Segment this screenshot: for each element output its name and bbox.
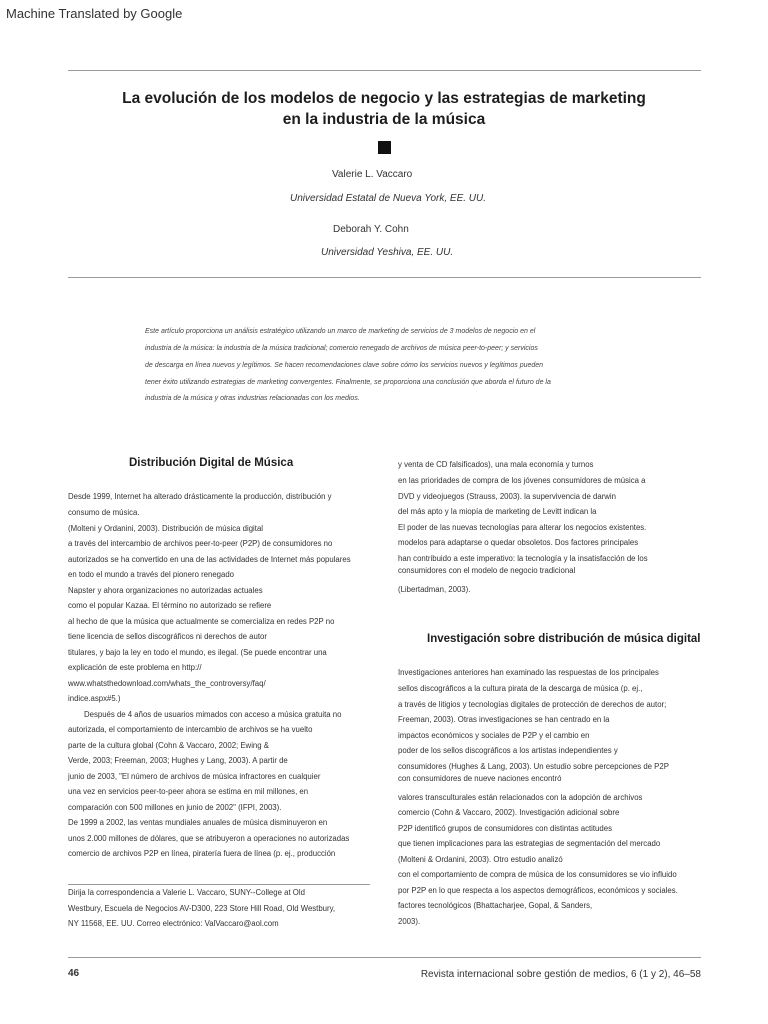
text-line: valores transculturales están relacionados con la adopción de archivos xyxy=(398,793,643,802)
author-name-1: Valerie L. Vaccaro xyxy=(332,169,413,180)
text-line: al hecho de que la música que actualmente se comercializa en redes P2P no xyxy=(68,617,335,626)
abstract-line: industria de la música y otras industrias relacionadas con los medios. xyxy=(145,395,360,402)
text-line: modelos para adaptarse o quedar obsoletos. Dos factores principales xyxy=(398,538,639,547)
author-name-2: Deborah Y. Cohn xyxy=(333,224,409,235)
text-line: De 1999 a 2002, las ventas mundiales anuales de música disminuyeron en xyxy=(68,818,328,827)
title-line-2: en la industria de la música xyxy=(282,111,486,128)
text-line: han contribuido a este imperativo: la tecnología y la insatisfacción de los xyxy=(398,554,648,563)
text-line: consumidores (Hughes & Lang, 2003). Un estudio sobre percepciones de P2P xyxy=(398,762,669,771)
abstract-line: de descarga en línea nuevos y legítimos. Se hacen recomendaciones clave sobre cómo los servicios nuevos y legítimos pueden xyxy=(145,362,544,369)
text-line: en todo el mundo a través del pionero renegado xyxy=(68,570,235,579)
text-line: (Molteni y Ordanini, 2003). Distribución de música digital xyxy=(68,524,264,533)
text-line: parte de la cultura global (Cohn & Vaccaro, 2002; Ewing & xyxy=(68,741,269,750)
abstract-line: tener éxito utilizando estrategias de marketing convergentes. Finalmente, se proporciona una conclusión que aborda el futuro de la xyxy=(145,379,551,386)
abstract-line: Este artículo proporciona un análisis estratégico utilizando un marco de marketing de servicios de 3 modelos de negocio en el xyxy=(145,328,536,335)
text-line: consumo de música. xyxy=(68,508,140,517)
text-line: como el popular Kazaa. El término no autorizado se refiere xyxy=(68,601,272,610)
text-line: poder de los sellos discográficos a los artistas independientes y xyxy=(398,746,618,755)
text-line: DVD y videojuegos (Strauss, 2003). la supervivencia de darwin xyxy=(398,492,616,501)
author-affiliation-1: Universidad Estatal de Nueva York, EE. UU. xyxy=(290,193,487,204)
article-title xyxy=(100,88,668,130)
text-line: a través de litigios y tecnologías digitales de protección de derechos de autor; xyxy=(398,700,667,709)
text-line: comercio de archivos P2P en línea, piratería fuera de línea (p. ej., producción xyxy=(68,849,336,858)
text-line: sellos discográficos a la cultura pirata de la descarga de música (p. ej., xyxy=(398,684,643,693)
section-heading-left: Distribución Digital de Música xyxy=(129,457,294,469)
text-line: Napster y ahora organizaciones no autorizadas actuales xyxy=(68,586,263,595)
text-line: comercio (Cohn & Vaccaro, 2002). Investigación adicional sobre xyxy=(398,808,620,817)
text-line: Verde, 2003; Freeman, 2003; Hughes y Lang, 2003). A partir de xyxy=(68,756,288,765)
text-line: Después de 4 años de usuarios mimados con acceso a música gratuita no xyxy=(84,710,342,719)
text-line: que tienen implicaciones para las estrategias de segmentación del mercado xyxy=(398,839,661,848)
text-line: tiene licencia de sellos discográficos ni derechos de autor xyxy=(68,632,267,641)
text-line: a través del intercambio de archivos peer-to-peer (P2P) de consumidores no xyxy=(68,539,333,548)
text-line: unos 2.000 millones de dólares, que se atribuyeron a operaciones no autorizadas xyxy=(68,834,350,843)
text-line: Investigaciones anteriores han examinado las respuestas de los principales xyxy=(398,668,659,677)
text-line: Desde 1999, Internet ha alterado drásticamente la producción, distribución y xyxy=(68,492,332,501)
text-line: junio de 2003, "El número de archivos de música infractores en cualquier xyxy=(68,772,321,781)
title-line-1: La evolución de los modelos de negocio y las estrategias de marketing xyxy=(122,90,646,107)
footnote-line: Westbury, Escuela de Negocios AV-D300, 223 Store Hill Road, Old Westbury, xyxy=(68,904,336,913)
text-line: del más apto y la miopía de marketing de Levitt indican la xyxy=(398,507,597,516)
text-line: por P2P en lo que respecta a los aspectos demográficos, económicos y sociales. xyxy=(398,886,678,895)
journal-citation: Revista internacional sobre gestión de medios, 6 (1 y 2), 46–58 xyxy=(420,969,701,980)
footer-rule xyxy=(68,957,701,958)
footnote-line: NY 11568, EE. UU. Correo electrónico: ValVaccaro@aol.com xyxy=(68,919,279,928)
text-line: 2003). xyxy=(398,917,421,926)
text-line: comparación con 500 millones en junio de 2002" (IFPI, 2003). xyxy=(68,803,282,812)
text-line: (Libertadman, 2003). xyxy=(398,585,471,594)
text-line: Freeman, 2003). Otras investigaciones se han centrado en la xyxy=(398,715,610,724)
machine-translation-banner: Machine Translated by Google xyxy=(6,6,183,21)
text-line: (Molteni & Ordanini, 2003). Otro estudio analizó xyxy=(398,855,563,864)
text-line: explicación de este problema en http:// xyxy=(68,663,202,672)
text-line: autorizada, el comportamiento de intercambio de archivos se ha vuelto xyxy=(68,725,313,734)
text-line: con consumidores de nueve naciones encontró xyxy=(398,774,562,783)
text-line: en las prioridades de compra de los jóvenes consumidores de música a xyxy=(398,476,646,485)
text-line: con el comportamiento de compra de música de los consumidores se vio influido xyxy=(398,870,677,879)
top-rule xyxy=(68,70,701,71)
text-line: www.whatsthedownload.com/whats_the_controversy/faq/ xyxy=(68,679,266,688)
text-line: consumidores con el modelo de negocio tradicional xyxy=(398,566,576,575)
title-ornament xyxy=(378,141,391,154)
text-line: titulares, y bajo la ley en todo el mundo, es ilegal. (Se puede encontrar una xyxy=(68,648,327,657)
text-line: impactos económicos y sociales de P2P y el cambio en xyxy=(398,731,590,740)
text-line: P2P identificó grupos de consumidores con distintas actitudes xyxy=(398,824,612,833)
header-rule xyxy=(68,277,701,278)
page-number: 46 xyxy=(68,968,80,979)
footnote-line: Dirija la correspondencia a Valerie L. Vaccaro, SUNY--College at Old xyxy=(68,888,305,897)
text-line: autorizados se ha convertido en una de las actividades de Internet más populares xyxy=(68,555,351,564)
text-line: factores tecnológicos (Bhattacharjee, Gopal, & Sanders, xyxy=(398,901,593,910)
text-line: una vez en servicios peer-to-peer ahora se estima en mil millones, en xyxy=(68,787,309,796)
text-line: El poder de las nuevas tecnologías para alterar los negocios existentes. xyxy=(398,523,647,532)
section-heading-right: Investigación sobre distribución de música digital xyxy=(427,633,701,645)
text-line: y venta de CD falsificados), una mala economía y turnos xyxy=(398,460,594,469)
text-line: indice.aspx#5.) xyxy=(68,694,121,703)
author-affiliation-2: Universidad Yeshiva, EE. UU. xyxy=(321,247,454,258)
footnote-rule xyxy=(68,884,370,885)
abstract-line: industria de la música: la industria de la música tradicional; comercio renegado de archivos de música peer-to-peer; y servicios xyxy=(145,345,538,352)
